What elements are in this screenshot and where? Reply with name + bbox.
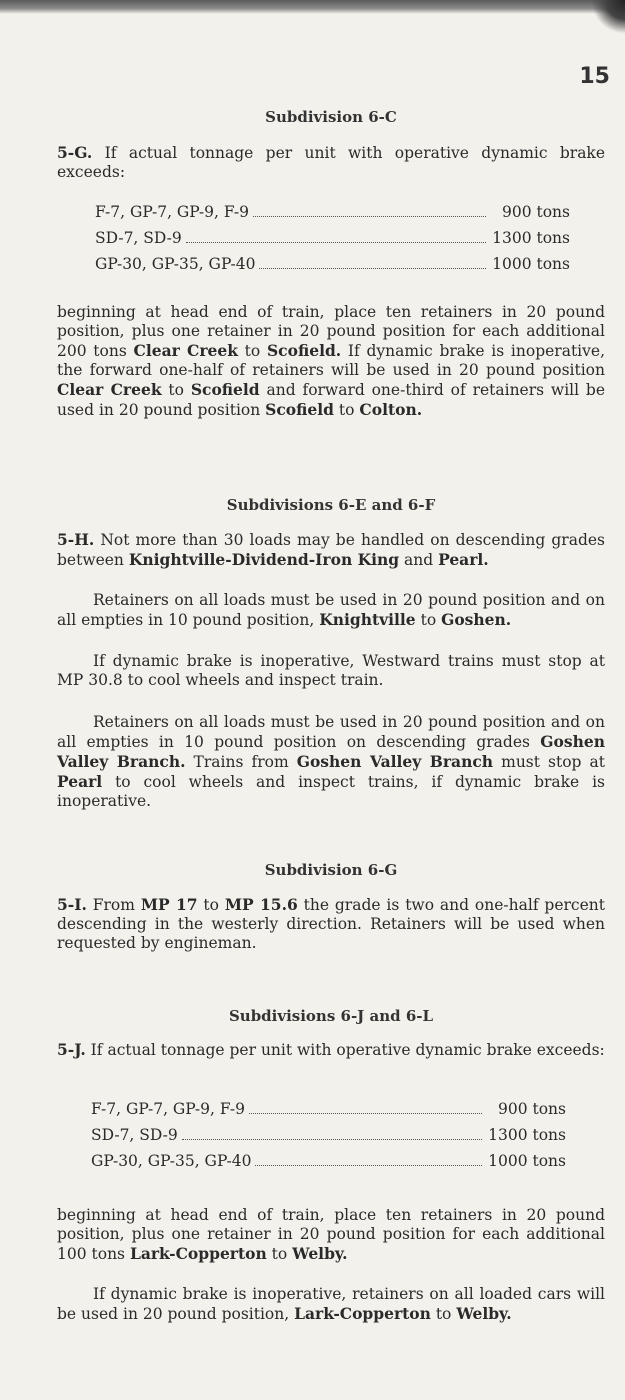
- text: and: [399, 551, 439, 569]
- place-name: Welby.: [292, 1244, 348, 1263]
- text: From: [86, 896, 141, 914]
- rule-5j-intro: [57, 1040, 605, 1060]
- locomotive-types: F-7, GP-7, GP-9, F-9: [95, 203, 250, 221]
- place-name: Scofield: [265, 400, 334, 419]
- rule-text: If actual tonnage per unit with operative dynamic brake exceeds:: [85, 1041, 605, 1059]
- place-name: Goshen.: [441, 610, 512, 629]
- tonnage-table: [91, 1100, 566, 1178]
- section-heading: Subdivision 6-C: [265, 108, 397, 126]
- leader-dots: [186, 242, 486, 243]
- goshen-paragraph: [57, 713, 605, 811]
- leader-dots: [253, 216, 486, 217]
- place-name: Lark-Copperton: [129, 1244, 267, 1263]
- section-heading: Subdivisions 6-J and 6-L: [228, 1007, 434, 1025]
- dynamic-brake-paragraph: If dynamic brake is inoperative, Westward trains must stop at MP 30.8 to cool wheels and inspect train.: [57, 652, 605, 689]
- place-name: Knightville: [319, 610, 416, 629]
- text: to: [415, 611, 442, 629]
- section-heading: Subdivision 6-G: [264, 861, 398, 879]
- page-top-edge: [0, 0, 625, 14]
- tonnage-row: [95, 255, 570, 281]
- place-name: Knightville-Dividend-Iron King: [128, 550, 400, 569]
- text: the grade is two and one-half percent descending in the westerly direction. Retainers will be used when requested by engineman.: [57, 896, 605, 952]
- tonnage-row: [91, 1126, 566, 1152]
- rule-text: If actual tonnage per unit with operative dynamic brake exceeds:: [57, 144, 605, 181]
- text: to: [237, 342, 267, 360]
- tonnage-value: 1300 tons: [488, 1126, 566, 1144]
- tonnage-value: 1000 tons: [492, 255, 570, 273]
- text: to: [161, 381, 191, 399]
- tonnage-table: [95, 203, 570, 281]
- tonnage-row: [91, 1100, 566, 1126]
- text: to: [333, 401, 360, 419]
- leader-dots: [249, 1113, 482, 1114]
- text: beginning at head end of train, place ten retainers in 20 pound position, plus one retainer in 20 pound position for each additional 200 tons: [57, 303, 605, 360]
- text: Not more than 30 loads may be handled on descending grades between: [57, 531, 605, 569]
- place-name: Goshen Valley Branch: [296, 752, 494, 771]
- locomotive-types: GP-30, GP-35, GP-40: [91, 1152, 252, 1170]
- locomotive-types: GP-30, GP-35, GP-40: [95, 255, 256, 273]
- place-name: Scofield: [190, 380, 260, 399]
- retainers-paragraph: [57, 591, 605, 630]
- place-name: Clear Creek: [133, 341, 238, 360]
- page-corner-shadow: [591, 0, 625, 34]
- text: If dynamic brake is inoperative, retainers on all loaded cars will be used in 20 pound position,: [57, 1285, 605, 1323]
- text: and forward one-third of retainers will be used in 20 pound position: [57, 381, 605, 419]
- leader-dots: [182, 1139, 482, 1140]
- locomotive-types: SD-7, SD-9: [91, 1126, 178, 1144]
- place-name: Scofield.: [266, 341, 342, 360]
- tonnage-value: 1000 tons: [488, 1152, 566, 1170]
- tonnage-value: 900 tons: [497, 1100, 566, 1118]
- milepost: MP 17: [140, 895, 198, 914]
- tonnage-value: 900 tons: [501, 203, 570, 221]
- dynamic-brake-paragraph: [57, 1285, 605, 1324]
- text: Retainers on all loads must be used in 20 pound position and on all empties in 10 pound position on descending grades: [57, 713, 605, 751]
- rule-5j-body: [57, 1206, 605, 1264]
- milepost: MP 15.6: [224, 895, 298, 914]
- text: to: [197, 896, 225, 914]
- rule-5g-intro: [57, 143, 605, 182]
- text: to: [430, 1305, 457, 1323]
- text: to cool wheels and inspect trains, if dynamic brake is inoperative.: [57, 773, 605, 810]
- text: If dynamic brake is inoperative, the forward one-half of retainers will be used in 20 pound position: [57, 342, 605, 379]
- rule-label: 5-I.: [57, 895, 87, 914]
- place-name: Pearl.: [438, 550, 489, 569]
- text: beginning at head end of train, place ten retainers in 20 pound position, plus one retainer in 20 pound position for each additional 100 tons: [57, 1206, 605, 1263]
- place-name: Goshen Valley Branch.: [57, 732, 605, 771]
- tonnage-row: [95, 203, 570, 229]
- text: must stop at: [493, 753, 605, 771]
- tonnage-row: [95, 229, 570, 255]
- rule-label: 5-G.: [57, 143, 93, 162]
- page-number: 15: [579, 64, 610, 89]
- place-name: Colton.: [359, 400, 423, 419]
- locomotive-types: F-7, GP-7, GP-9, F-9: [91, 1100, 246, 1118]
- tonnage-value: 1300 tons: [492, 229, 570, 247]
- text: to: [266, 1245, 293, 1263]
- leader-dots: [259, 268, 486, 269]
- text: Trains from: [185, 753, 297, 771]
- place-name: Clear Creek: [57, 380, 162, 399]
- place-name: Welby.: [456, 1304, 512, 1323]
- place-name: Lark-Copperton: [294, 1304, 431, 1323]
- rule-label: 5-J.: [57, 1040, 86, 1059]
- section-heading: Subdivisions 6-E and 6-F: [226, 496, 436, 514]
- rule-label: 5-H.: [57, 530, 95, 549]
- leader-dots: [255, 1165, 482, 1166]
- tonnage-row: [91, 1152, 566, 1178]
- place-name: Pearl: [57, 772, 103, 791]
- locomotive-types: SD-7, SD-9: [95, 229, 182, 247]
- rule-5h: [57, 530, 605, 570]
- rule-5g-body: [57, 303, 605, 420]
- rule-5i: [57, 895, 605, 953]
- text: Retainers on all loads must be used in 20 pound position and on all empties in 10 pound position,: [57, 591, 605, 629]
